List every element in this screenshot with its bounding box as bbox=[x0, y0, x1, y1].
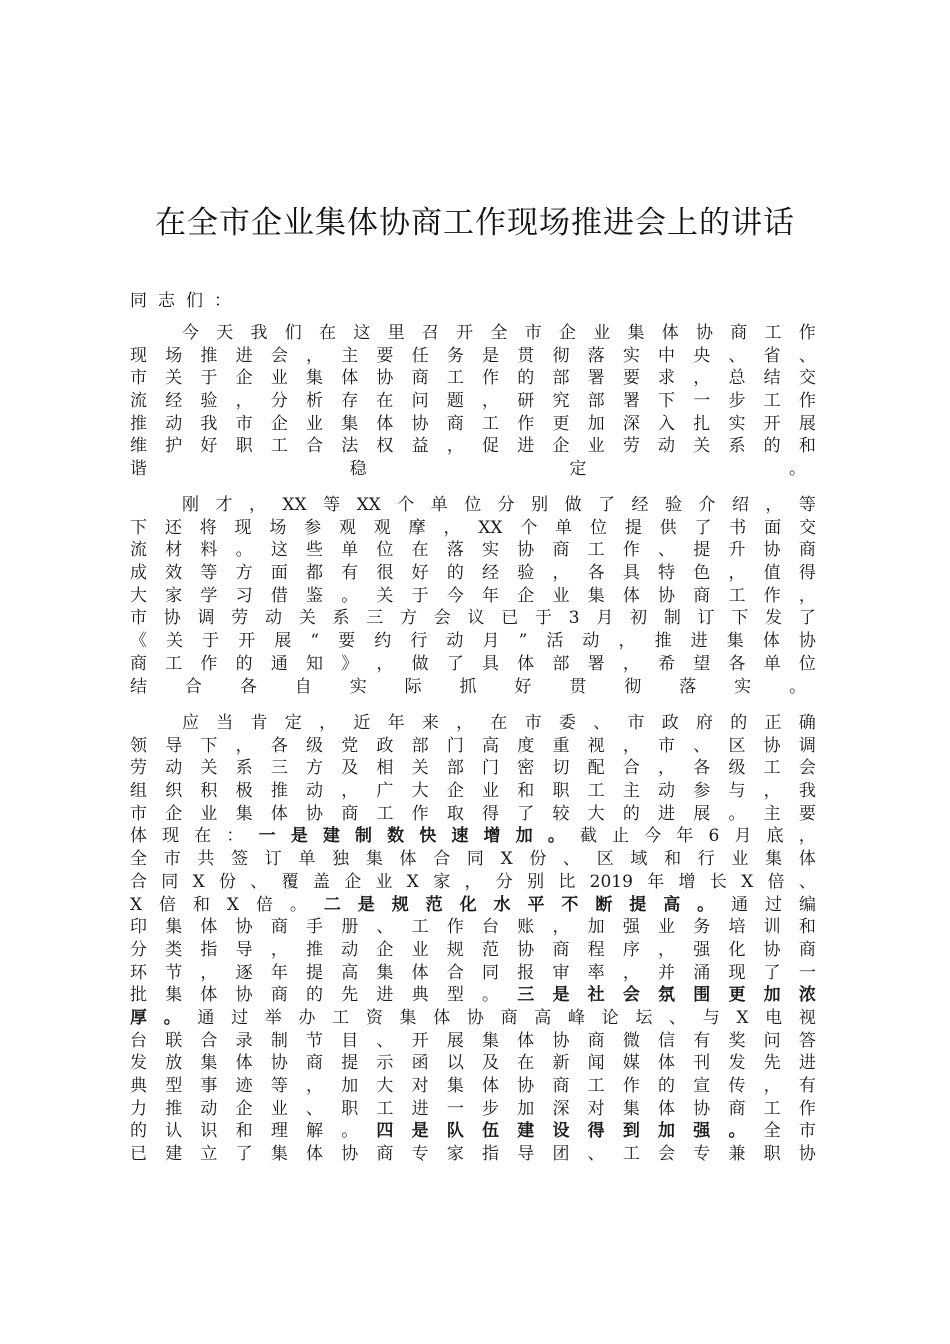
paragraph-line: 商 工 作 的 通 知 》 ， 做 了 具 体 部 署 ， 希 望 各 单 位 bbox=[130, 653, 816, 674]
paragraph-3 bbox=[130, 712, 816, 1166]
paragraph-line: 结合各自实际抓好贯彻落实。 bbox=[130, 676, 817, 697]
paragraph-line: 下 还 将 现 场 参 观 观 摩 ， XX 个 单 位 提 供 了 书 面 交 bbox=[130, 517, 816, 538]
paragraph-line: 分 类 指 导 ， 推 动 企 业 规 范 协 商 程 序 ， 强 化 协 商 bbox=[130, 939, 816, 960]
paragraph-line: 大 家 学 习 借 鉴 。 关 于 今 年 企 业 集 体 协 商 工 作 ， bbox=[130, 585, 816, 606]
paragraph-line: 环 节 ， 逐 年 提 高 集 体 合 同 报 审 率 ， 并 涌 现 了 一 bbox=[130, 962, 816, 983]
paragraph-line: 应 当 肯 定 ， 近 年 来 ， 在 市 委 、 市 政 府 的 正 确 bbox=[182, 713, 816, 733]
paragraph-line: 谐稳定。 bbox=[130, 459, 817, 480]
document-title: 在全市企业集体协商工作现场推进会上的讲话 bbox=[155, 205, 795, 241]
paragraph-line: 印 集 体 协 商 手 册 、 工 作 台 账 ， 加 强 业 务 培 训 和 bbox=[130, 917, 816, 938]
paragraph-line: 市 关 于 企 业 集 体 协 商 工 作 的 部 署 要 求 ， 总 结 交 bbox=[130, 368, 816, 389]
paragraph-line: 领 导 下 ， 各 级 党 政 部 门 高 度 重 视 ， 市 、 区 协 调 bbox=[130, 735, 816, 756]
paragraph-line: 的 认 识 和 理 解 。 四 是 队 伍 建 设 得 到 加 强 。 全 市 bbox=[130, 1121, 816, 1142]
paragraph-line: 全 市 共 签 订 单 独 集 体 合 同 X 份 、 区 域 和 行 业 集 体 bbox=[130, 849, 816, 870]
paragraph-line: X 倍 和 X 倍 。 二 是 规 范 化 水 平 不 断 提 高 。 通 过 编 bbox=[130, 894, 816, 915]
paragraph-line: 发 放 集 体 协 商 提 示 函 以 及 在 新 闻 媒 体 刊 发 先 进 bbox=[130, 1053, 816, 1074]
paragraph-line: 体 现 在 ： 一 是 建 制 数 快 速 增 加 。 截 止 今 年 6 月 底 ， bbox=[130, 826, 816, 847]
paragraph-line: 现 场 推 进 会 ， 主 要 任 务 是 贯 彻 落 实 中 央 、 省 、 bbox=[130, 345, 816, 366]
paragraph-line: 组 织 积 极 推 动 ， 广 大 企 业 和 职 工 主 动 参 与 ， 我 bbox=[130, 781, 816, 802]
paragraph-line: 合 同 X 份 、 覆 盖 企 业 X 家 ， 分 别 比 2019 年 增 长 X 倍 、 bbox=[130, 871, 816, 892]
paragraph-line: 流 材 料 。 这 些 单 位 在 落 实 协 商 工 作 、 提 升 协 商 bbox=[130, 540, 816, 561]
paragraph-line: 推 动 我 市 企 业 集 体 协 商 工 作 更 加 深 入 扎 实 开 展 bbox=[130, 413, 816, 434]
paragraph-line: 典 型 事 迹 等 ， 加 大 对 集 体 协 商 工 作 的 宣 传 ， 有 bbox=[130, 1076, 816, 1096]
paragraph-line: 成 效 等 方 面 都 有 很 好 的 经 验 ， 各 具 特 色 ， 值 得 bbox=[130, 563, 816, 584]
paragraph-line: 维 护 好 职 工 合 法 权 益 ， 促 进 企 业 劳 动 关 系 的 和 bbox=[130, 436, 816, 457]
paragraph-line: 市 企 业 集 体 协 商 工 作 取 得 了 较 大 的 进 展 。 主 要 bbox=[130, 803, 816, 824]
paragraph-line: 厚 。 通 过 举 办 工 资 集 体 协 商 高 峰 论 坛 、 与 X 电 视 bbox=[130, 1007, 816, 1028]
paragraph-line: 劳 动 关 系 三 方 及 相 关 部 门 密 切 配 合 ， 各 级 工 会 bbox=[130, 758, 816, 779]
paragraph-line: 刚 才 ， XX 等 XX 个 单 位 分 别 做 了 经 验 介 绍 ， 等 bbox=[182, 495, 816, 515]
paragraph-line: 《 关 于 开 展 “ 要 约 行 动 月 ” 活 动 ， 推 进 集 体 协 bbox=[130, 631, 816, 652]
paragraph-line: 力 推 动 企 业 、 职 工 进 一 步 加 深 对 集 体 协 商 工 作 bbox=[130, 1098, 816, 1119]
paragraph-line: 已 建 立 了 集 体 协 商 专 家 指 导 团 、 工 会 专 兼 职 协 bbox=[130, 1144, 816, 1165]
paragraph-line: 台 联 合 录 制 节 目 、 开 展 集 体 协 商 微 信 有 奖 问 答 bbox=[130, 1030, 816, 1051]
salutation: 同志们： bbox=[130, 291, 242, 311]
paragraph-line: 流 经 验 ， 分 析 存 在 问 题 ， 研 究 部 署 下 一 步 工 作 bbox=[130, 391, 816, 412]
paragraph-line: 批 集 体 协 商 的 先 进 典 型 。 三 是 社 会 氛 围 更 加 浓 bbox=[130, 985, 816, 1006]
paragraph-1 bbox=[130, 322, 816, 481]
paragraph-line: 市 协 调 劳 动 关 系 三 方 会 议 已 于 3 月 初 制 订 下 发 了 bbox=[130, 608, 816, 629]
paragraph-2 bbox=[130, 494, 816, 698]
paragraph-line: 今 天 我 们 在 这 里 召 开 全 市 企 业 集 体 协 商 工 作 bbox=[182, 323, 816, 343]
